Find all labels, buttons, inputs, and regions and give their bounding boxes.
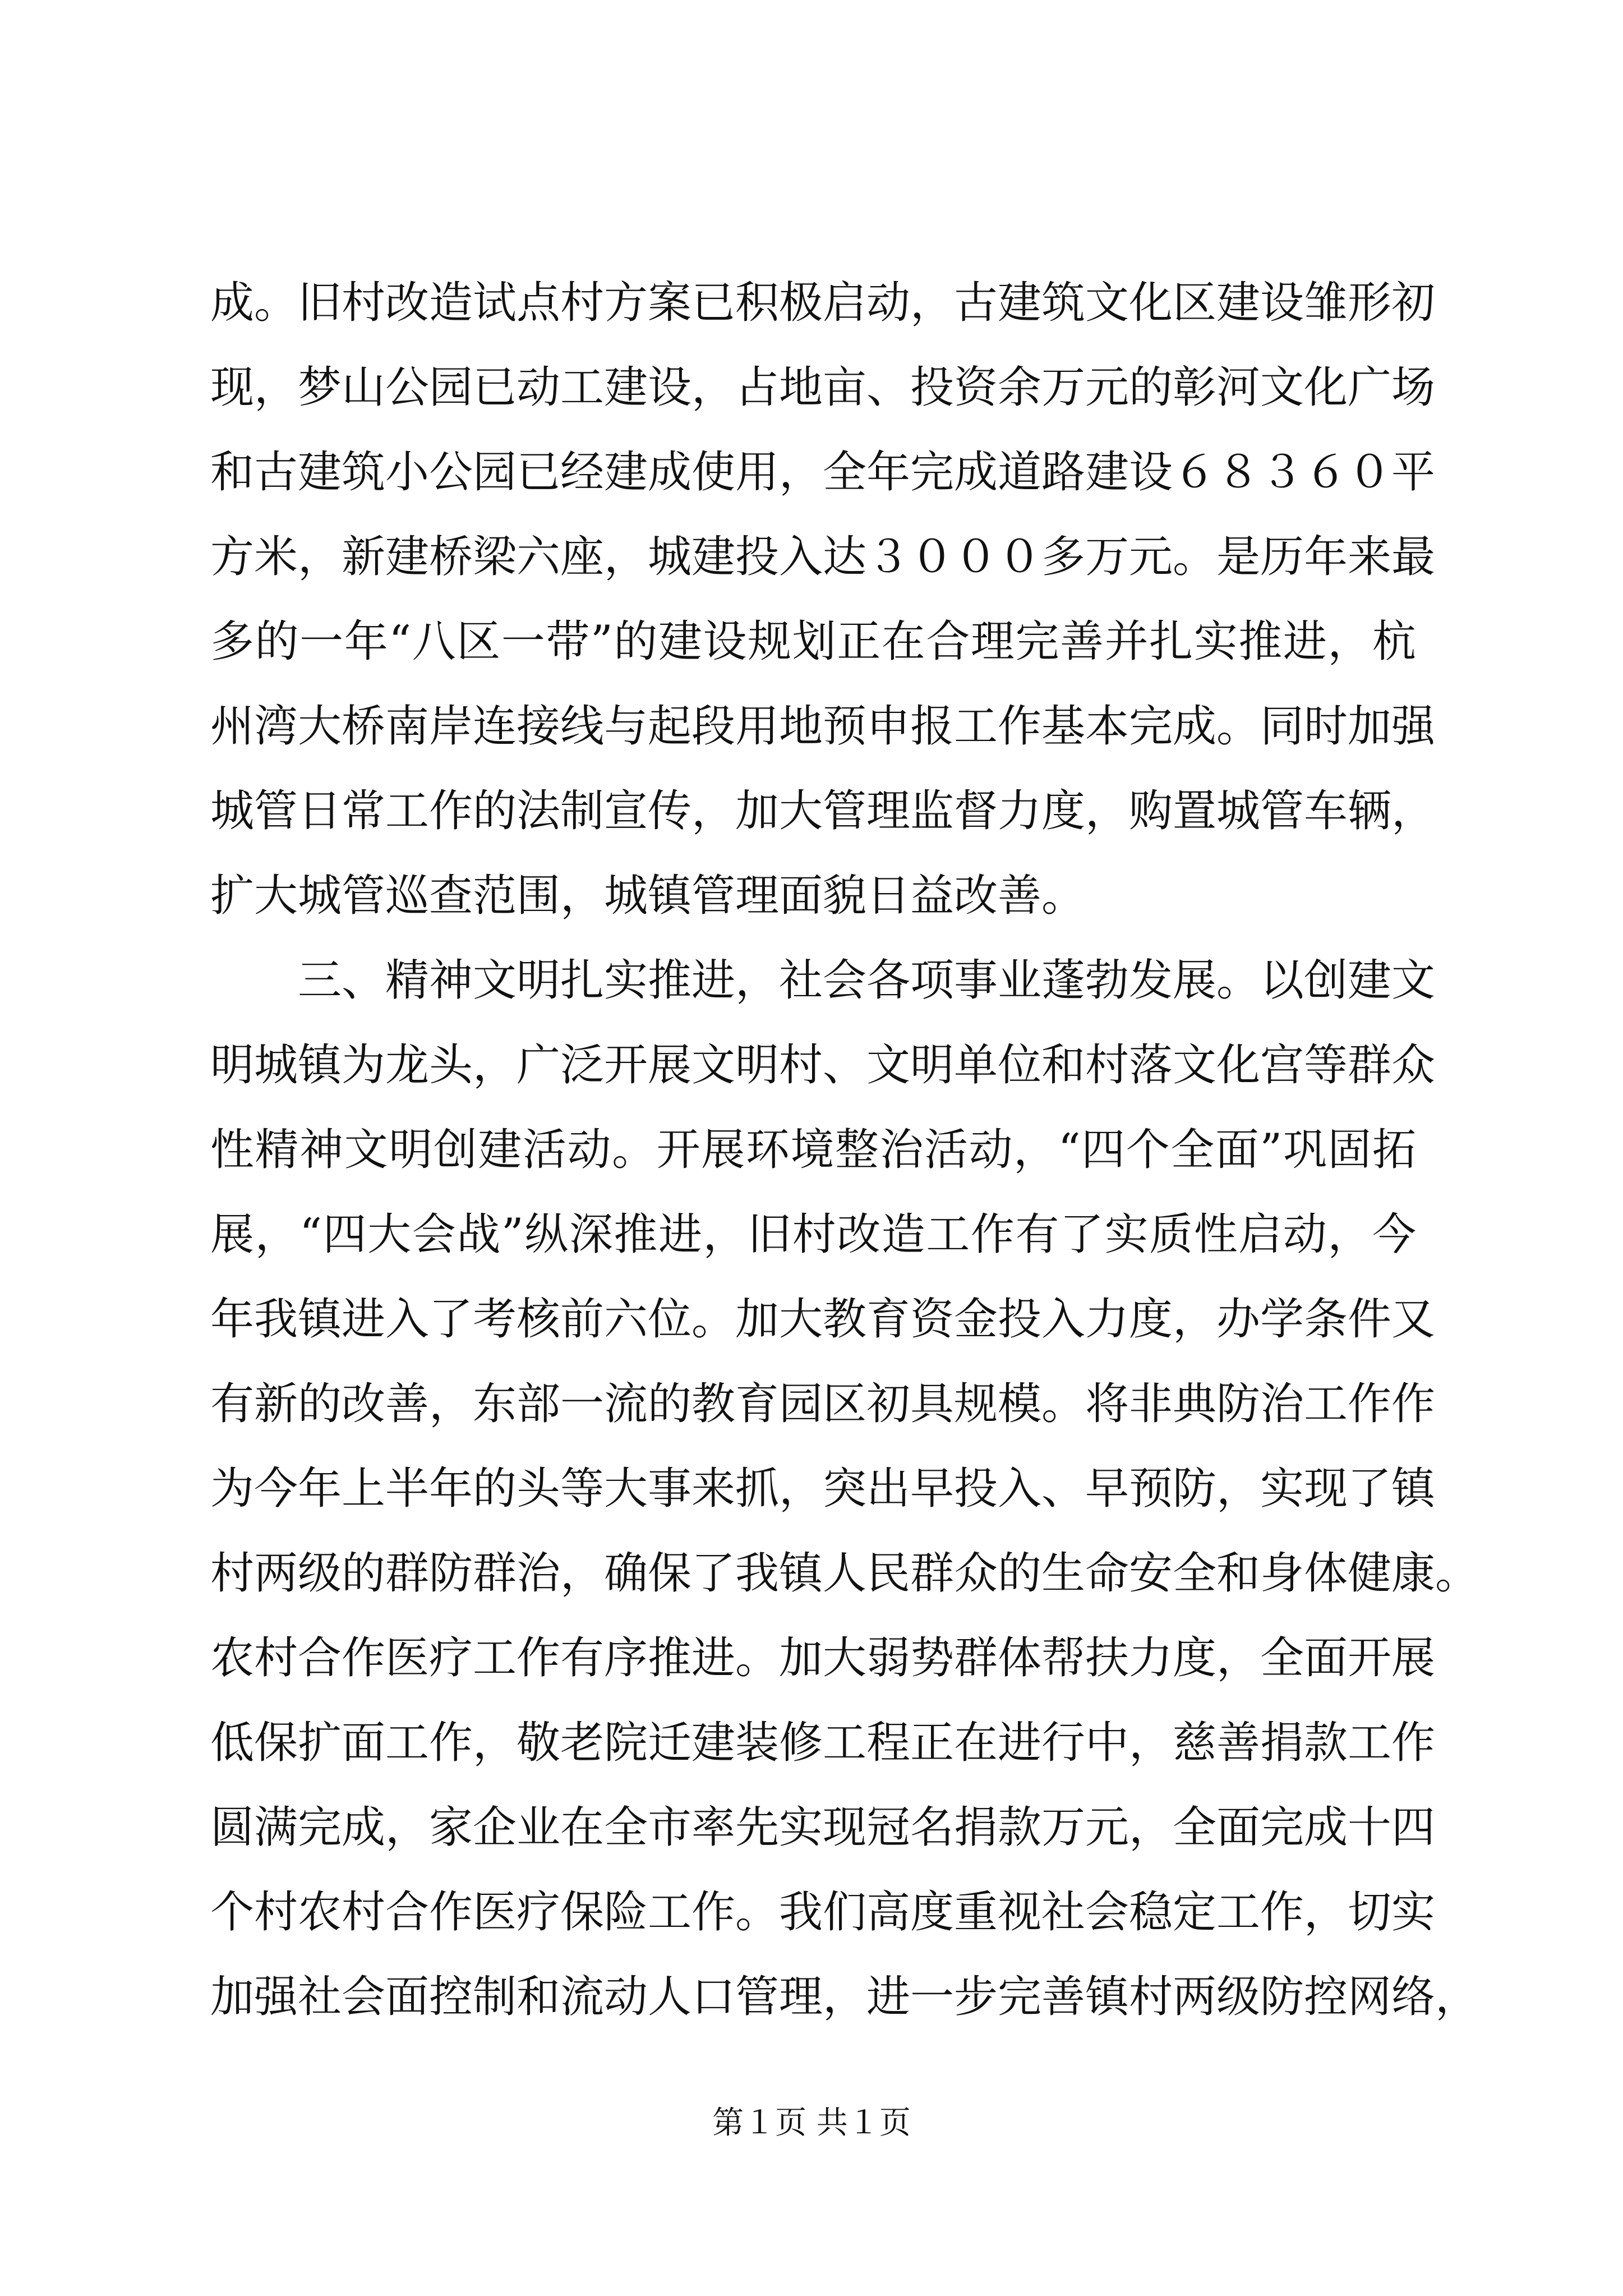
text-line: 为今年上半年的头等大事来抓，突出早投入、早预防，实现了镇 (210, 1464, 1436, 1514)
text-line: 村两级的群防群治，确保了我镇人民群众的生命安全和身体健康。 (210, 1548, 1479, 1599)
text-line: 多的一年“八区一带”的建设规划正在合理完善并扎实推进，杭 (210, 616, 1416, 667)
text-line: 和古建筑小公园已经建成使用，全年完成道路建设６８３６０平 (210, 447, 1436, 498)
text-line: 三、精神文明扎实推进，社会各项事业蓬勃发展。以创建文 (210, 955, 1436, 1006)
text-line: 扩大城管巡查范围，城镇管理面貌日益改善。 (210, 871, 1086, 921)
text-line: 性精神文明创建活动。开展环境整治活动，“四个全面”巩固拓 (210, 1125, 1416, 1175)
text-line: 加强社会面控制和流动人口管理，进一步完善镇村两级防控网络， (210, 1972, 1479, 2022)
text-line: 城管日常工作的法制宣传，加大管理监督力度，购置城管车辆， (210, 786, 1436, 836)
text-line: 低保扩面工作，敬老院迁建装修工程正在进行中，慈善捐款工作 (210, 1718, 1436, 1768)
text-line: 展，“四大会战”纵深推进，旧村改造工作有了实质性启动，今 (210, 1209, 1416, 1260)
text-line: 农村合作医疗工作有序推进。加大弱势群体帮扶力度，全面开展 (210, 1633, 1436, 1683)
text-line: 有新的改善，东部一流的教育园区初具规模。将非典防治工作作 (210, 1379, 1436, 1429)
text-line: 明城镇为龙头，广泛开展文明村、文明单位和村落文化宫等群众 (210, 1040, 1436, 1091)
text-line: 成。旧村改造试点村方案已积极启动，古建筑文化区建设雏形初 (210, 278, 1436, 328)
text-line: 个村农村合作医疗保险工作。我们高度重视社会稳定工作，切实 (210, 1887, 1436, 1938)
text-line: 年我镇进入了考核前六位。加大教育资金投入力度，办学条件又 (210, 1294, 1436, 1345)
text-line: 州湾大桥南岸连接线与起段用地预申报工作基本完成。同时加强 (210, 701, 1436, 752)
text-line: 现，梦山公园已动工建设，占地亩、投资余万元的彰河文化广场 (210, 362, 1436, 413)
text-line: 圆满完成，家企业在全市率先实现冠名捐款万元，全面完成十四 (210, 1802, 1436, 1853)
page-footer: 第１页 共１页 (712, 2105, 911, 2141)
text-line: 方米，新建桥梁六座，城建投入达３０００多万元。是历年来最 (210, 532, 1436, 582)
